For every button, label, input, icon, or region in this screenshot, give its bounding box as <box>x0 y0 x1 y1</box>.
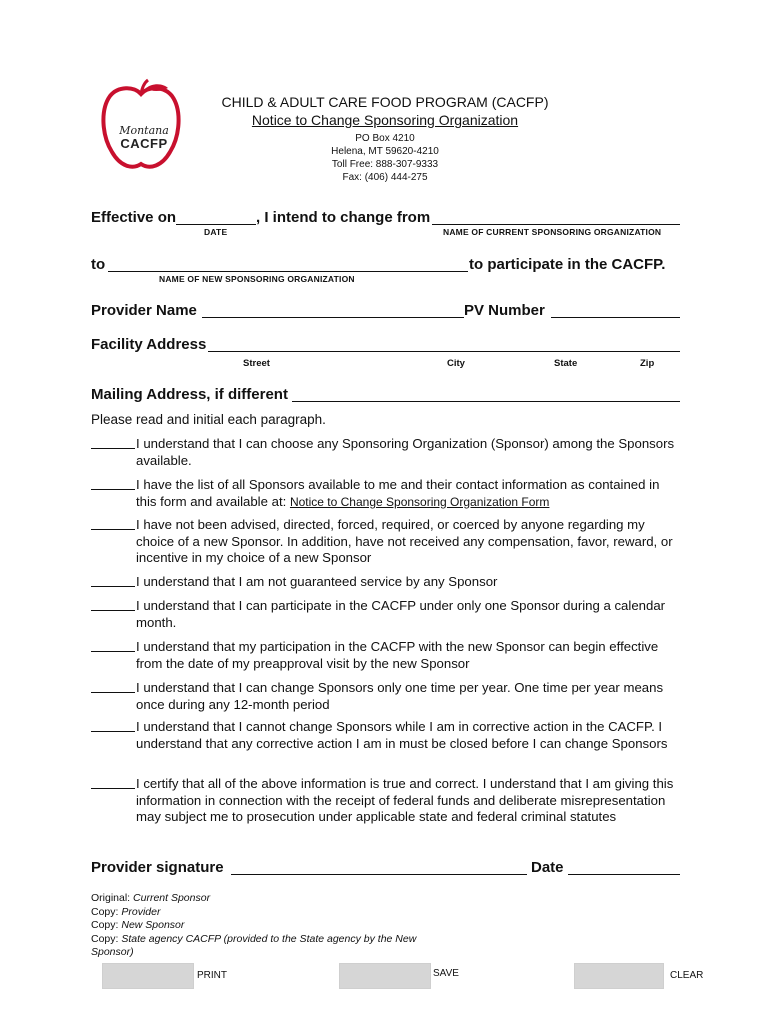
paragraph-1: I understand that I can choose any Sponsoring Organization (Sponsor) among the Sponsors available. <box>91 436 681 469</box>
copy-original: Original: Current Sponsor <box>91 892 211 904</box>
date-caption: DATE <box>204 227 228 237</box>
copies-list <box>91 892 451 960</box>
pv-number-field[interactable] <box>551 317 680 318</box>
paragraph-7: I understand that I can change Sponsors only one time per year. One time per year means once during any 12-month period <box>91 680 681 713</box>
pv-number-label: PV Number <box>464 302 545 319</box>
new-sponsor-field[interactable] <box>108 271 468 272</box>
paragraph-5: I understand that I can participate in the CACFP under only one Sponsor during a calendar month. <box>91 598 681 631</box>
mailing-address-label: Mailing Address, if different <box>91 386 288 403</box>
state-caption: State <box>554 358 578 369</box>
address-fax: Fax: (406) 444-275 <box>342 172 428 183</box>
copy-provider: Copy: Provider <box>91 905 161 918</box>
intend-change-label: , I intend to change from <box>256 209 431 226</box>
street-caption: Street <box>243 358 270 369</box>
signature-field[interactable] <box>231 874 527 875</box>
save-button[interactable] <box>339 963 431 989</box>
initial-field-6[interactable] <box>91 651 135 652</box>
initial-field-9[interactable] <box>91 788 135 789</box>
print-label[interactable]: PRINT <box>197 970 227 981</box>
logo-text-cacfp: CACFP <box>120 136 168 151</box>
new-org-caption: NAME OF NEW SPONSORING ORGANIZATION <box>159 274 355 284</box>
zip-caption: Zip <box>640 358 655 369</box>
paragraph-2: I have the list of all Sponsors available to me and their contact information as contained in this form and available at: Notice to Change Sponsoring Organization Form <box>91 477 681 510</box>
to-label: to <box>91 256 106 273</box>
clear-label[interactable]: CLEAR <box>670 970 704 981</box>
signature-date-field[interactable] <box>568 874 680 875</box>
initial-field-8[interactable] <box>91 731 135 732</box>
logo-text-montana: Montana <box>119 124 169 137</box>
address-po-box: PO Box 4210 <box>355 133 415 144</box>
provider-name-label: Provider Name <box>91 302 197 319</box>
clear-button[interactable] <box>574 963 664 989</box>
paragraph-8: I understand that I cannot change Sponsors while I am in corrective action in the CACFP. I understand that any corrective action I am in must be closed before I can change Sponsors <box>91 719 681 752</box>
instruction-text: Please read and initial each paragraph. <box>91 412 326 427</box>
mailing-address-field[interactable] <box>292 401 680 402</box>
paragraph-3: I have not been advised, directed, forced, required, or coerced by anyone regarding my choice of a new Sponsor. In addition, have not received any compensation, favor, reward, or incentive in my choice of a new Sponsor <box>91 517 681 567</box>
facility-address-field[interactable] <box>208 351 680 352</box>
effective-on-label: Effective on <box>91 209 177 226</box>
initial-field-1[interactable] <box>91 448 135 449</box>
facility-address-label: Facility Address <box>91 336 207 353</box>
save-label[interactable]: SAVE <box>433 968 459 979</box>
signature-date-label: Date <box>531 859 564 876</box>
effective-date-field[interactable] <box>176 224 256 225</box>
signature-label: Provider signature <box>91 859 224 876</box>
form-subtitle: Notice to Change Sponsoring Organization <box>251 112 519 128</box>
city-caption: City <box>447 358 465 369</box>
initial-field-3[interactable] <box>91 529 135 530</box>
current-org-caption: NAME OF CURRENT SPONSORING ORGANIZATION <box>443 227 662 237</box>
form-link[interactable]: Notice to Change Sponsoring Organization Form <box>289 494 550 509</box>
initial-field-5[interactable] <box>91 610 135 611</box>
copy-state-agency: Copy: State agency CACFP (provided to the State agency by the New Sponsor) <box>91 932 417 958</box>
form-title: CHILD & ADULT CARE FOOD PROGRAM (CACFP) <box>221 94 549 110</box>
initial-field-2[interactable] <box>91 489 135 490</box>
paragraph-4: I understand that I am not guaranteed service by any Sponsor <box>91 574 681 591</box>
initial-field-4[interactable] <box>91 586 135 587</box>
paragraph-6: I understand that my participation in the CACFP with the new Sponsor can begin effective from the date of my preapproval visit by the new Sponsor <box>91 639 681 672</box>
provider-name-field[interactable] <box>202 317 464 318</box>
initial-field-7[interactable] <box>91 692 135 693</box>
current-sponsor-field[interactable] <box>432 224 680 225</box>
address-city: Helena, MT 59620-4210 <box>331 146 439 157</box>
print-button[interactable] <box>102 963 194 989</box>
copy-new-sponsor: Copy: New Sponsor <box>91 919 185 931</box>
address-toll-free: Toll Free: 888-307-9333 <box>331 159 439 170</box>
paragraph-9: I certify that all of the above information is true and correct. I understand that I am giving this information in connection with the receipt of federal funds and deliberate misrepresentation may subject me to prosecution under applicable state and federal criminal statutes <box>91 776 681 826</box>
participate-label: to participate in the CACFP. <box>469 256 666 273</box>
